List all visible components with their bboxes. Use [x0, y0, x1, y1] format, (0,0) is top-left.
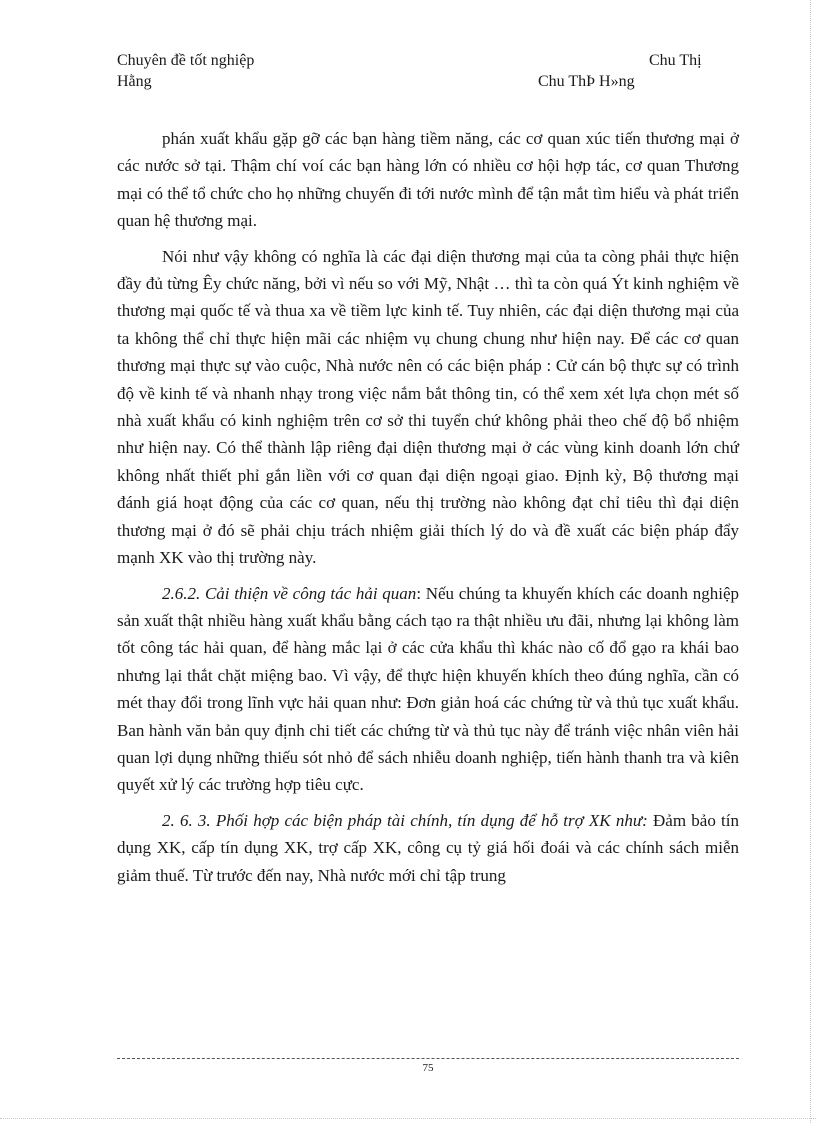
section-heading-2-6-2: 2.6.2. Cải thiện về công tác hải quan	[162, 583, 417, 603]
paragraph-text: phán xuất khẩu gặp gỡ các bạn hàng tiềm năng, các cơ quan xúc tiến thương mại ở các nước sở tại. Thậm chí voí các bạn hàng lớn có nhiều cơ hội hợp tác, cơ quan Thương mại có thể tổ chức cho họ những chuyến đi tới nước mình để tận mắt tìm hiểu và phát triển quan hệ thương mại.	[117, 129, 739, 231]
header-document-type: Chuyên đề tốt nghiệp	[117, 52, 255, 69]
paragraph-trade-representatives	[117, 243, 739, 572]
page-number: 75	[422, 1062, 434, 1074]
paragraph-customs	[117, 580, 739, 799]
page-edge-bottom	[0, 1118, 816, 1119]
header-author-surname: Hằng	[117, 73, 152, 90]
section-heading-2-6-3: 2. 6. 3. Phối hợp các biện pháp tài chính, tín dụng để hỗ trợ XK như:	[162, 810, 648, 830]
footer-divider	[117, 1058, 739, 1059]
paragraph-trade-promotion	[117, 125, 739, 235]
paragraph-text: Nói như vậy không có nghĩa là các đại diện thương mại của ta còng phải thực hiện đầy đủ từng Êy chức năng, bởi vì nếu so với Mỹ, Nhật … thì ta còn quá Ýt kinh nghiệm về thương mại quốc tế và thua xa về tiềm lực kinh tế. Tuy nhiên, các đại diện thương mại của ta không thể chỉ thực hiện mãi các nhiệm vụ chung chung như hiện nay. Để các cơ quan thương mại thực sự vào cuộc, Nhà nước nên có các biện pháp : Cử cán bộ thực sự có trình độ về kinh tế và nhanh nhạy trong việc nắm bắt thông tin, có thể xem xét lựa chọn mét số nhà xuất khẩu có kinh nghiệm trên cơ sở thi tuyển chứ không phải theo chế độ bổ nhiệm như hiện nay. Có thể thành lập riêng đại diện thương mại ở các vùng kinh doanh lớn chứ không nhất thiết phỉ gắn liền với cơ quan đại diện ngoại giao. Định kỳ, Bộ thương mại đánh giá hoạt động của các cơ quan, nếu thị trường nào không đạt chỉ tiêu thì đại diện thương mại ở đó sẽ phải chịu trách nhiệm giải thích lý do và đề xuất các biện pháp đẩy mạnh XK vào thị trường này.	[117, 246, 739, 568]
header-line-2	[117, 71, 717, 92]
paragraph-text: : Nếu chúng ta khuyến khích các doanh nghiệp sản xuất thật nhiều hàng xuất khẩu bằng cách tạo ra thật nhiều ưu đãi, nhưng lại không làm tốt công tác hải quan, để hàng mắc lại ở các cửa khẩu thì khác nào cố đổ gạo ra khái bao nhưng lại thắt chặt miệng bao. Vì vậy, để thực hiện khuyến khích theo đúng nghĩa, cần có mét thay đổi trong lĩnh vực hải quan như: Đơn giản hoá các chứng từ và thủ tục xuất khẩu. Ban hành văn bản quy định chi tiết các chứng từ và thủ tục này để tránh việc nhân viên hải quan lợi dụng những thiếu sót nhỏ để sách nhiễu doanh nghiệp, tiến hành thanh tra và kiên quyết xử lý các trường hợp tiêu cực.	[117, 583, 740, 795]
paragraph-text: Đảm bảo tín dụng XK, cấp tín dụng XK, trợ cấp XK, công cụ tỷ giá hối đoái và các chính sách miễn giảm thuế. Từ trước đến nay, Nhà nước mới chỉ tập trung	[117, 810, 739, 885]
header-author-name: Chu Thị	[649, 52, 702, 69]
paragraph-finance-credit	[117, 807, 739, 889]
header-author-garbled: Chu ThÞ H»ng	[538, 73, 635, 90]
document-body	[117, 125, 739, 897]
header-line-1	[117, 50, 717, 71]
page-header	[117, 50, 717, 92]
page-edge-right	[810, 0, 811, 1123]
